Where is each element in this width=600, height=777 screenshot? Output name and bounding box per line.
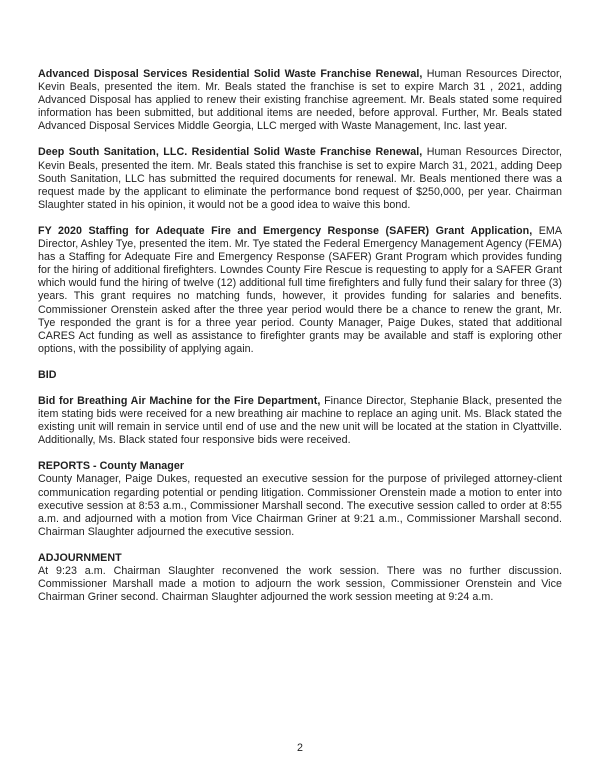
item-body-breathing-air-machine: Finance Director, Stephanie Black, presented the item stating bids were received for a new breathing air machine to replace an aging unit. Ms. Black stated the existing unit will remain in service until end of use and the new unit will be located at the station in Clyattville. Additionally, Ms. Black stated four responsive bids were received. — [38, 394, 562, 447]
paragraph-reports-county-manager: County Manager, Paige Dukes, requested an executive session for the purpose of privileged attorney-client communication regarding potential or pending litigation. Commissioner Orenstein made a motion to enter into executive session at 8:53 a.m., Commissioner Marshall second. The executive session called to order at 8:55 a.m. and adjourned with a motion from Vice Chairman Griner at 9:21 a.m., Commissioner Marshall second. Chairman Slaughter adjourned the executive session. — [38, 473, 562, 538]
paragraph-adjournment: At 9:23 a.m. Chairman Slaughter reconvened the work session. There was no further discussion. Commissioner Marshall made a motion to adjourn the work session, Commissioner Orenstein and Vice Chairman Griner second. Chairman Slaughter adjourned the work session meeting at 9:24 a.m. — [38, 565, 562, 604]
item-title-advanced-disposal: Advanced Disposal Services Residential Solid Waste Franchise Renewal, — [38, 68, 423, 80]
item-paragraph-advanced-disposal — [38, 68, 562, 133]
section-heading-adjournment: ADJOURNMENT — [38, 551, 122, 564]
section-heading-bid: BID — [38, 368, 57, 381]
item-paragraph-breathing-air-machine — [38, 395, 562, 447]
item-body-safer-grant: EMA Director, Ashley Tye, presented the item. Mr. Tye stated the Federal Emergency Management Agency (FEMA) has a Staffing for Adequate Fire and Emergency Response (SAFER) Grant Program which provides funding for the hiring of additional firefighters. Lowndes County Fire Rescue is requesting to apply for a SAFER Grant which would fund the hiring of twelve (12) additional full time firefighters and fully fund their salary for three (3) years. This grant requires no matching funds, however, it provides funding for salaries and benefits. Commissioner Orenstein asked after the three year period would there be a chance to renew the grant, Mr. Tye responded the grant is for a three year period. County Manager, Paige Dukes, stated that additional CARES Act funding as well as assistance to firefighter grants may be available and staff is exploring other options, with the possibility of applying again. — [38, 224, 562, 355]
item-title-breathing-air-machine: Bid for Breathing Air Machine for the Fire Department, — [38, 394, 321, 407]
item-title-deep-south-sanitation: Deep South Sanitation, LLC. Residential Solid Waste Franchise Renewal, — [38, 146, 423, 159]
section-heading-reports-county-manager: REPORTS - County Manager — [38, 460, 185, 473]
item-title-safer-grant: FY 2020 Staffing for Adequate Fire and Emergency Response (SAFER) Grant Application, — [38, 224, 533, 237]
item-paragraph-safer-grant — [38, 225, 562, 356]
item-body-deep-south-sanitation: Human Resources Director, Kevin Beals, presented the item. Mr. Beals stated this franchise is set to expire March 31, 2021, adding Deep South Sanitation, LLC has submitted the required documents for renewal. Mr. Beals mentioned there was a request made by the applicant to eliminate the performance bond request of $250,000, per year. Chairman Slaughter stated in his opinion, it would not be a good idea to waive this bond. — [38, 146, 562, 211]
document-body — [38, 68, 562, 604]
item-body-advanced-disposal: Human Resources Director, Kevin Beals, presented the item. Mr. Beals stated the franchise is set to expire March 31 , 2021, adding Advanced Disposal has applied to renew their existing franchise agreement. Mr. Beals stated some required information has been submitted, but additional items are needed, before approval. Further, Mr. Beals stated Advanced Disposal Services Middle Georgia, LLC merged with Waste Management, Inc. last year. — [38, 68, 562, 133]
item-paragraph-deep-south-sanitation — [38, 146, 562, 211]
page-number: 2 — [297, 742, 303, 754]
page-footer — [0, 738, 600, 756]
